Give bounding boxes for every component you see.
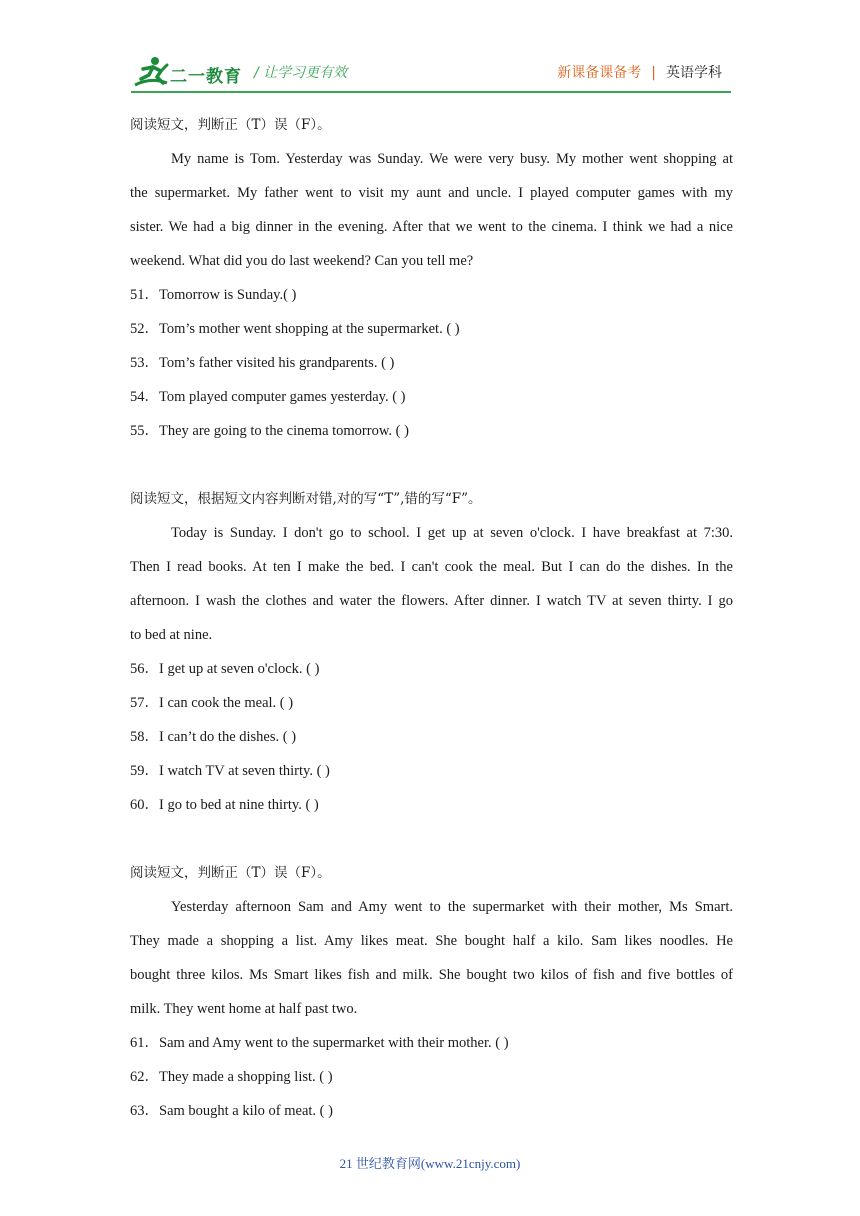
question-item: 61．Sam and Amy went to the supermarket with their mother. ( ) (130, 1035, 509, 1051)
section-title: 阅读短文，判断正（T）误（F）。 (130, 117, 331, 133)
header-divider (131, 91, 731, 93)
header-subject-label: 英语学科 (666, 65, 722, 81)
passage-line: bought three kilos. Ms Smart likes fish and milk. She bought two kilos of fish and five bottles of (130, 967, 733, 983)
question-item: 63．Sam bought a kilo of meat. ( ) (130, 1103, 333, 1119)
section-title: 阅读短文，根据短文内容判断对错,对的写“T”,错的写“F”。 (130, 491, 482, 507)
header-subject (557, 62, 722, 82)
question-item: 57．I can cook the meal. ( ) (130, 695, 294, 711)
passage-line: the supermarket. My father went to visit my aunt and uncle. I played computer games with my (130, 185, 733, 201)
question-item: 60．I go to bed at nine thirty. ( ) (130, 797, 319, 813)
question-item: 51．Tomorrow is Sunday.( ) (130, 287, 297, 303)
passage-line: afternoon. I wash the clothes and water the flowers. After dinner. I watch TV at seven thirty. I go (130, 593, 733, 609)
passage-line: Yesterday afternoon Sam and Amy went to the supermarket with their mother, Ms Smart. (171, 899, 733, 915)
section-title: 阅读短文，判断正（T）误（F）。 (130, 865, 331, 881)
question-item: 55．They are going to the cinema tomorrow. ( ) (130, 423, 409, 439)
passage-line: Today is Sunday. I don't go to school. I get up at seven o'clock. I have breakfast at 7:30. (171, 525, 733, 541)
document-body (130, 108, 733, 1128)
passage-line: milk. They went home at half past two. (130, 1001, 358, 1017)
question-item: 62．They made a shopping list. ( ) (130, 1069, 333, 1085)
section-gap (130, 822, 733, 856)
passage-line: to bed at nine. (130, 627, 213, 643)
passage-line: Then I read books. At ten I make the bed. I can't cook the meal. But I can do the dishes. In the (130, 559, 733, 575)
page-header (0, 0, 860, 100)
header-separator: | (651, 65, 656, 81)
passage-line: They made a shopping a list. Amy likes meat. She bought half a kilo. Sam likes noodles. He (130, 933, 733, 949)
header-course-label: 新课备课备考 (557, 65, 642, 81)
section-gap (130, 448, 733, 482)
page-footer: 21 世纪教育网(www.21cnjy.com) (339, 1156, 521, 1171)
question-item: 54．Tom played computer games yesterday. ( ) (130, 389, 406, 405)
passage-line: sister. We had a big dinner in the evening. After that we went to the cinema. I think we had a nice (130, 219, 733, 235)
question-item: 56．I get up at seven o'clock. ( ) (130, 661, 320, 677)
passage-line: weekend. What did you do last weekend? Can you tell me? (130, 253, 474, 269)
question-item: 59．I watch TV at seven thirty. ( ) (130, 763, 330, 779)
passage-line: My name is Tom. Yesterday was Sunday. We were very busy. My mother went shopping at (171, 151, 733, 167)
question-item: 58．I can’t do the dishes. ( ) (130, 729, 297, 745)
header-slogan: / 让学习更有效 (254, 65, 348, 81)
question-item: 53．Tom’s father visited his grandparents. ( ) (130, 355, 395, 371)
logo-text: 二一教育 (170, 67, 242, 87)
question-item: 52．Tom’s mother went shopping at the supermarket. ( ) (130, 321, 460, 337)
